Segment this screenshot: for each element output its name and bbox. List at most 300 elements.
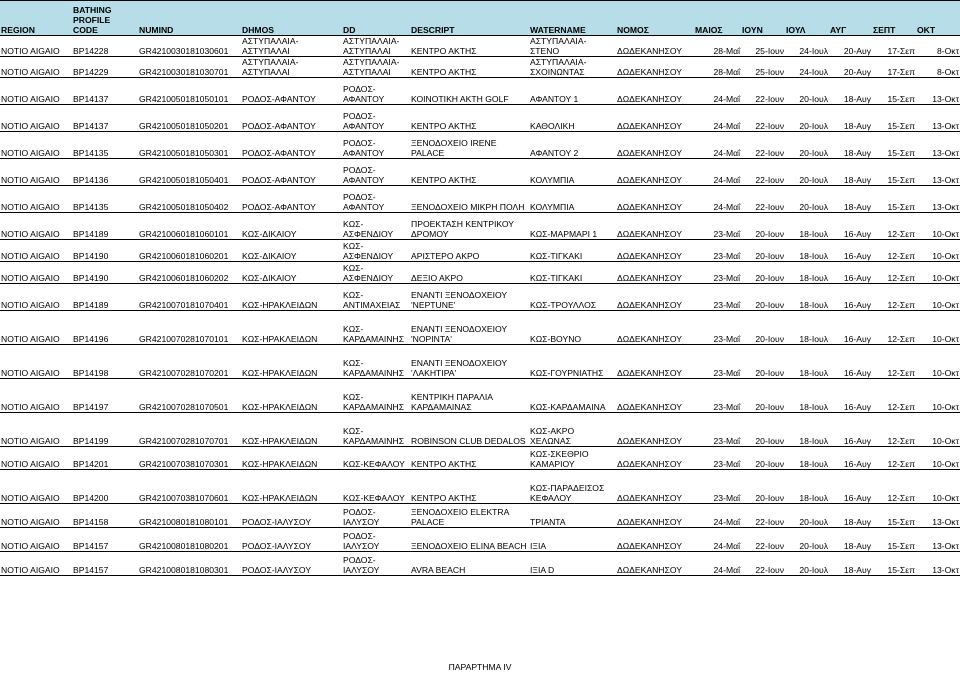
cell-aug: 18-Αυγ bbox=[829, 132, 872, 159]
cell-nomos: ΔΩΔΕΚΑΝΗΣΟΥ bbox=[616, 528, 694, 552]
cell-descript: AVRA BEACH bbox=[410, 552, 529, 576]
cell-watername: ΙΞΙΑ D bbox=[529, 552, 616, 576]
cell-profile-code: BP14196 bbox=[72, 311, 138, 345]
cell-descript: ΠΡΟΕΚΤΑΣΗ ΚΕΝΤΡΙΚΟΥ ΔΡΟΜΟΥ bbox=[410, 213, 529, 240]
cell-descript: ΑΡΙΣΤΕΡΟ ΑΚΡΟ bbox=[410, 240, 529, 262]
cell-numind: GR4210080181080301 bbox=[138, 552, 241, 576]
cell-jul: 20-Ιουλ bbox=[785, 186, 829, 213]
cell-dhmos: ΡΟΔΟΣ-ΑΦΑΝΤΟΥ bbox=[241, 132, 342, 159]
cell-region: NOTIO AIGAIO bbox=[0, 528, 72, 552]
table-row bbox=[0, 105, 960, 132]
cell-aug: 16-Αυγ bbox=[829, 345, 872, 379]
cell-region: NOTIO AIGAIO bbox=[0, 159, 72, 186]
cell-oct: 10-Οκτ bbox=[916, 311, 960, 345]
cell-watername: ΑΦΑΝΤΟΥ 2 bbox=[529, 132, 616, 159]
table-row bbox=[0, 379, 960, 413]
cell-region: NOTIO AIGAIO bbox=[0, 78, 72, 105]
table-row bbox=[0, 311, 960, 345]
cell-jul: 18-Ιουλ bbox=[785, 311, 829, 345]
cell-sep: 17-Σεπ bbox=[872, 57, 916, 78]
cell-may: 23-Μαΐ bbox=[694, 379, 741, 413]
cell-aug: 20-Αυγ bbox=[829, 36, 872, 57]
cell-dd: ΡΟΔΟΣ-ΑΦΑΝΤΟΥ bbox=[342, 105, 410, 132]
cell-aug: 16-Αυγ bbox=[829, 262, 872, 284]
table-row bbox=[0, 447, 960, 470]
cell-dd: ΑΣΤΥΠΑΛΑΙΑ-ΑΣΤΥΠΑΛΑΙ bbox=[342, 57, 410, 78]
cell-dd: ΚΩΣ-ΑΣΦΕΝΔΙΟΥ bbox=[342, 262, 410, 284]
cell-nomos: ΔΩΔΕΚΑΝΗΣΟΥ bbox=[616, 78, 694, 105]
table-row bbox=[0, 240, 960, 262]
cell-descript: ΞΕΝΟΔΟΧΕΙΟ ELINA BEACH bbox=[410, 528, 529, 552]
table-row bbox=[0, 36, 960, 57]
cell-nomos: ΔΩΔΕΚΑΝΗΣΟΥ bbox=[616, 262, 694, 284]
cell-oct: 10-Οκτ bbox=[916, 240, 960, 262]
cell-numind: GR4210060181060201 bbox=[138, 240, 241, 262]
col-header-jul: ΙΟΥΛ bbox=[785, 1, 829, 36]
cell-profile-code: BP14228 bbox=[72, 36, 138, 57]
cell-sep: 15-Σεπ bbox=[872, 132, 916, 159]
cell-may: 24-Μαΐ bbox=[694, 186, 741, 213]
cell-jun: 20-Ιουν bbox=[741, 262, 785, 284]
cell-profile-code: BP14137 bbox=[72, 105, 138, 132]
cell-oct: 13-Οκτ bbox=[916, 78, 960, 105]
cell-sep: 12-Σεπ bbox=[872, 379, 916, 413]
cell-sep: 12-Σεπ bbox=[872, 447, 916, 470]
cell-oct: 10-Οκτ bbox=[916, 345, 960, 379]
cell-jun: 20-Ιουν bbox=[741, 345, 785, 379]
cell-jul: 18-Ιουλ bbox=[785, 413, 829, 447]
cell-jun: 22-Ιουν bbox=[741, 159, 785, 186]
cell-oct: 13-Οκτ bbox=[916, 552, 960, 576]
cell-profile-code: BP14135 bbox=[72, 132, 138, 159]
cell-region: NOTIO AIGAIO bbox=[0, 240, 72, 262]
cell-descript: ΞΕΝΟΔΟΧΕΙΟ IRENE PALACE bbox=[410, 132, 529, 159]
cell-may: 23-Μαΐ bbox=[694, 447, 741, 470]
cell-nomos: ΔΩΔΕΚΑΝΗΣΟΥ bbox=[616, 447, 694, 470]
cell-watername: ΚΩΣ-ΜΑΡΜΑΡΙ 1 bbox=[529, 213, 616, 240]
col-header-dd: DD bbox=[342, 1, 410, 36]
cell-aug: 18-Αυγ bbox=[829, 186, 872, 213]
cell-nomos: ΔΩΔΕΚΑΝΗΣΟΥ bbox=[616, 57, 694, 78]
cell-dd: ΚΩΣ-ΚΕΦΑΛΟΥ bbox=[342, 470, 410, 504]
col-header-sep: ΣΕΠΤ bbox=[872, 1, 916, 36]
cell-nomos: ΔΩΔΕΚΑΝΗΣΟΥ bbox=[616, 413, 694, 447]
cell-numind: GR4210070281070501 bbox=[138, 379, 241, 413]
cell-jul: 20-Ιουλ bbox=[785, 132, 829, 159]
cell-region: NOTIO AIGAIO bbox=[0, 504, 72, 528]
cell-jul: 18-Ιουλ bbox=[785, 262, 829, 284]
cell-dd: ΚΩΣ-ΑΝΤΙΜΑΧΕΙΑΣ bbox=[342, 284, 410, 311]
cell-region: NOTIO AIGAIO bbox=[0, 213, 72, 240]
cell-descript: ΕΝΑΝΤΙ ΞΕΝΟΔΟΧΕΙΟΥ 'NEPTUNE' bbox=[410, 284, 529, 311]
col-header-oct: ΟΚΤ bbox=[916, 1, 960, 36]
cell-dhmos: ΡΟΔΟΣ-ΑΦΑΝΤΟΥ bbox=[241, 78, 342, 105]
table-body bbox=[0, 36, 960, 576]
cell-descript: ΚΕΝΤΡΟ ΑΚΤΗΣ bbox=[410, 159, 529, 186]
cell-watername: ΑΣΤΥΠΑΛΑΙΑ-ΣΤΕΝΟ bbox=[529, 36, 616, 57]
cell-descript: ΚΕΝΤΡΟ ΑΚΤΗΣ bbox=[410, 57, 529, 78]
table-row bbox=[0, 186, 960, 213]
cell-dhmos: ΚΩΣ-ΔΙΚΑΙΟΥ bbox=[241, 213, 342, 240]
cell-nomos: ΔΩΔΕΚΑΝΗΣΟΥ bbox=[616, 36, 694, 57]
cell-aug: 16-Αυγ bbox=[829, 379, 872, 413]
cell-profile-code: BP14137 bbox=[72, 78, 138, 105]
table-row bbox=[0, 552, 960, 576]
col-header-numind: NUMIND bbox=[138, 1, 241, 36]
col-header-aug: ΑΥΓ bbox=[829, 1, 872, 36]
table-row bbox=[0, 284, 960, 311]
cell-sep: 15-Σεπ bbox=[872, 105, 916, 132]
cell-profile-code: BP14200 bbox=[72, 470, 138, 504]
col-header-may: ΜΑΙΟΣ bbox=[694, 1, 741, 36]
cell-dd: ΡΟΔΟΣ-ΙΑΛΥΣΟΥ bbox=[342, 528, 410, 552]
cell-oct: 8-Οκτ bbox=[916, 57, 960, 78]
table-row bbox=[0, 413, 960, 447]
cell-nomos: ΔΩΔΕΚΑΝΗΣΟΥ bbox=[616, 213, 694, 240]
cell-sep: 12-Σεπ bbox=[872, 311, 916, 345]
cell-jul: 24-Ιουλ bbox=[785, 36, 829, 57]
table-row bbox=[0, 470, 960, 504]
cell-profile-code: BP14189 bbox=[72, 213, 138, 240]
cell-region: NOTIO AIGAIO bbox=[0, 552, 72, 576]
cell-oct: 10-Οκτ bbox=[916, 262, 960, 284]
cell-numind: GR4210050181050101 bbox=[138, 78, 241, 105]
cell-oct: 10-Οκτ bbox=[916, 213, 960, 240]
cell-numind: GR4210070381070601 bbox=[138, 470, 241, 504]
cell-jul: 18-Ιουλ bbox=[785, 240, 829, 262]
cell-jun: 22-Ιουν bbox=[741, 78, 785, 105]
cell-dd: ΡΟΔΟΣ-ΑΦΑΝΤΟΥ bbox=[342, 159, 410, 186]
cell-dd: ΡΟΔΟΣ-ΑΦΑΝΤΟΥ bbox=[342, 186, 410, 213]
cell-sep: 17-Σεπ bbox=[872, 36, 916, 57]
cell-region: NOTIO AIGAIO bbox=[0, 311, 72, 345]
cell-dd: ΚΩΣ-ΚΑΡΔΑΜΑΙΝΗΣ bbox=[342, 413, 410, 447]
cell-jul: 20-Ιουλ bbox=[785, 105, 829, 132]
cell-dhmos: ΡΟΔΟΣ-ΑΦΑΝΤΟΥ bbox=[241, 186, 342, 213]
cell-jun: 20-Ιουν bbox=[741, 284, 785, 311]
cell-profile-code: BP14189 bbox=[72, 284, 138, 311]
cell-jun: 20-Ιουν bbox=[741, 413, 785, 447]
cell-dd: ΚΩΣ-ΑΣΦΕΝΔΙΟΥ bbox=[342, 213, 410, 240]
cell-watername: ΑΣΤΥΠΑΛΑΙΑ-ΣΧΟΙΝΩΝΤΑΣ bbox=[529, 57, 616, 78]
cell-jul: 20-Ιουλ bbox=[785, 159, 829, 186]
cell-watername: ΚΩΣ-ΣΚΕΘΡΙΟ ΚΑΜΑΡΙΟΥ bbox=[529, 447, 616, 470]
cell-descript: ΕΝΑΝΤΙ ΞΕΝΟΔΟΧΕΙΟΥ 'ΛΑΚΗΤΙΡΑ' bbox=[410, 345, 529, 379]
cell-dhmos: ΚΩΣ-ΗΡΑΚΛΕΙΔΩΝ bbox=[241, 345, 342, 379]
cell-jul: 18-Ιουλ bbox=[785, 345, 829, 379]
cell-numind: GR4210070281070201 bbox=[138, 345, 241, 379]
table-row bbox=[0, 345, 960, 379]
cell-numind: GR4210070281070101 bbox=[138, 311, 241, 345]
cell-watername: ΚΩΣ-ΑΚΡΟ ΧΕΛΩΝΑΣ bbox=[529, 413, 616, 447]
cell-may: 28-Μαΐ bbox=[694, 36, 741, 57]
table-row bbox=[0, 504, 960, 528]
cell-may: 24-Μαΐ bbox=[694, 552, 741, 576]
cell-aug: 16-Αυγ bbox=[829, 284, 872, 311]
cell-may: 24-Μαΐ bbox=[694, 78, 741, 105]
cell-dhmos: ΚΩΣ-ΗΡΑΚΛΕΙΔΩΝ bbox=[241, 447, 342, 470]
cell-may: 23-Μαΐ bbox=[694, 311, 741, 345]
cell-sep: 12-Σεπ bbox=[872, 284, 916, 311]
cell-may: 24-Μαΐ bbox=[694, 504, 741, 528]
cell-nomos: ΔΩΔΕΚΑΝΗΣΟΥ bbox=[616, 311, 694, 345]
cell-numind: GR4210060181060101 bbox=[138, 213, 241, 240]
cell-descript: ROBINSON CLUB DEDALOS bbox=[410, 413, 529, 447]
cell-sep: 12-Σεπ bbox=[872, 240, 916, 262]
cell-sep: 12-Σεπ bbox=[872, 345, 916, 379]
cell-nomos: ΔΩΔΕΚΑΝΗΣΟΥ bbox=[616, 379, 694, 413]
cell-descript: ΔΕΞΙΟ ΑΚΡΟ bbox=[410, 262, 529, 284]
cell-dhmos: ΚΩΣ-ΗΡΑΚΛΕΙΔΩΝ bbox=[241, 311, 342, 345]
cell-oct: 13-Οκτ bbox=[916, 105, 960, 132]
cell-profile-code: BP14136 bbox=[72, 159, 138, 186]
cell-nomos: ΔΩΔΕΚΑΝΗΣΟΥ bbox=[616, 345, 694, 379]
cell-sep: 15-Σεπ bbox=[872, 528, 916, 552]
cell-descript: ΚΟΙΝΟΤΙΚΗ ΑΚΤΗ GOLF bbox=[410, 78, 529, 105]
cell-oct: 13-Οκτ bbox=[916, 159, 960, 186]
cell-may: 24-Μαΐ bbox=[694, 132, 741, 159]
col-header-nomos: ΝΟΜΟΣ bbox=[616, 1, 694, 36]
cell-dhmos: ΡΟΔΟΣ-ΙΑΛΥΣΟΥ bbox=[241, 528, 342, 552]
cell-dhmos: ΚΩΣ-ΗΡΑΚΛΕΙΔΩΝ bbox=[241, 379, 342, 413]
cell-dhmos: ΚΩΣ-ΔΙΚΑΙΟΥ bbox=[241, 262, 342, 284]
annex-footer: ΠΑΡΑΡΤΗΜΑ IV bbox=[448, 662, 512, 672]
cell-jun: 22-Ιουν bbox=[741, 105, 785, 132]
cell-jul: 18-Ιουλ bbox=[785, 213, 829, 240]
cell-region: NOTIO AIGAIO bbox=[0, 36, 72, 57]
cell-sep: 15-Σεπ bbox=[872, 504, 916, 528]
cell-oct: 10-Οκτ bbox=[916, 470, 960, 504]
cell-region: NOTIO AIGAIO bbox=[0, 284, 72, 311]
cell-dd: ΡΟΔΟΣ-ΙΑΛΥΣΟΥ bbox=[342, 504, 410, 528]
cell-may: 23-Μαΐ bbox=[694, 413, 741, 447]
cell-oct: 13-Οκτ bbox=[916, 132, 960, 159]
cell-watername: ΚΩΣ-ΤΙΓΚΑΚΙ bbox=[529, 262, 616, 284]
col-header-dhmos: DHMOS bbox=[241, 1, 342, 36]
cell-dhmos: ΑΣΤΥΠΑΛΑΙΑ-ΑΣΤΥΠΑΛΑΙ bbox=[241, 36, 342, 57]
cell-numind: GR4210050181050201 bbox=[138, 105, 241, 132]
cell-jul: 20-Ιουλ bbox=[785, 528, 829, 552]
cell-jun: 20-Ιουν bbox=[741, 379, 785, 413]
cell-numind: GR4210070381070301 bbox=[138, 447, 241, 470]
cell-aug: 18-Αυγ bbox=[829, 78, 872, 105]
cell-dd: ΚΩΣ-ΚΑΡΔΑΜΑΙΝΗΣ bbox=[342, 311, 410, 345]
cell-nomos: ΔΩΔΕΚΑΝΗΣΟΥ bbox=[616, 504, 694, 528]
cell-nomos: ΔΩΔΕΚΑΝΗΣΟΥ bbox=[616, 132, 694, 159]
cell-aug: 16-Αυγ bbox=[829, 470, 872, 504]
cell-nomos: ΔΩΔΕΚΑΝΗΣΟΥ bbox=[616, 186, 694, 213]
cell-region: NOTIO AIGAIO bbox=[0, 132, 72, 159]
header-row bbox=[0, 1, 960, 36]
cell-profile-code: BP14198 bbox=[72, 345, 138, 379]
cell-jul: 24-Ιουλ bbox=[785, 57, 829, 78]
cell-dhmos: ΡΟΔΟΣ-ΑΦΑΝΤΟΥ bbox=[241, 105, 342, 132]
cell-watername: ΚΩΣ-ΤΙΓΚΑΚΙ bbox=[529, 240, 616, 262]
cell-profile-code: BP14229 bbox=[72, 57, 138, 78]
cell-descript: ΚΕΝΤΡΟ ΑΚΤΗΣ bbox=[410, 447, 529, 470]
cell-jul: 20-Ιουλ bbox=[785, 504, 829, 528]
col-header-jun: ΙΟΥΝ bbox=[741, 1, 785, 36]
cell-dd: ΡΟΔΟΣ-ΑΦΑΝΤΟΥ bbox=[342, 78, 410, 105]
cell-may: 23-Μαΐ bbox=[694, 262, 741, 284]
cell-aug: 18-Αυγ bbox=[829, 528, 872, 552]
cell-descript: ΚΕΝΤΡΟ ΑΚΤΗΣ bbox=[410, 105, 529, 132]
cell-numind: GR4210030181030601 bbox=[138, 36, 241, 57]
table-row bbox=[0, 213, 960, 240]
cell-jul: 18-Ιουλ bbox=[785, 379, 829, 413]
cell-may: 28-Μαΐ bbox=[694, 57, 741, 78]
cell-jul: 20-Ιουλ bbox=[785, 78, 829, 105]
cell-region: NOTIO AIGAIO bbox=[0, 470, 72, 504]
table-row bbox=[0, 57, 960, 78]
cell-dhmos: ΚΩΣ-ΔΙΚΑΙΟΥ bbox=[241, 240, 342, 262]
cell-dd: ΡΟΔΟΣ-ΑΦΑΝΤΟΥ bbox=[342, 132, 410, 159]
cell-sep: 15-Σεπ bbox=[872, 159, 916, 186]
cell-profile-code: BP14190 bbox=[72, 262, 138, 284]
cell-watername: ΚΩΣ-ΒΟΥΝΟ bbox=[529, 311, 616, 345]
cell-oct: 10-Οκτ bbox=[916, 447, 960, 470]
cell-dhmos: ΚΩΣ-ΗΡΑΚΛΕΙΔΩΝ bbox=[241, 284, 342, 311]
table-row bbox=[0, 262, 960, 284]
cell-sep: 15-Σεπ bbox=[872, 78, 916, 105]
cell-sep: 12-Σεπ bbox=[872, 470, 916, 504]
cell-aug: 16-Αυγ bbox=[829, 240, 872, 262]
cell-may: 24-Μαΐ bbox=[694, 159, 741, 186]
cell-oct: 10-Οκτ bbox=[916, 284, 960, 311]
cell-numind: GR4210070181070401 bbox=[138, 284, 241, 311]
cell-nomos: ΔΩΔΕΚΑΝΗΣΟΥ bbox=[616, 552, 694, 576]
cell-descript: ΚΕΝΤΡΙΚΗ ΠΑΡΑΛΙΑ ΚΑΡΔΑΜΑΙΝΑΣ bbox=[410, 379, 529, 413]
cell-may: 24-Μαΐ bbox=[694, 528, 741, 552]
table-row bbox=[0, 159, 960, 186]
cell-watername: ΑΦΑΝΤΟΥ 1 bbox=[529, 78, 616, 105]
cell-watername: ΚΩΣ-ΚΑΡΔΑΜΑΙΝΑ bbox=[529, 379, 616, 413]
cell-dd: ΚΩΣ-ΑΣΦΕΝΔΙΟΥ bbox=[342, 240, 410, 262]
col-header-watername: WATERNAME bbox=[529, 1, 616, 36]
col-header-region: REGION bbox=[0, 1, 72, 36]
cell-descript: ΚΕΝΤΡΟ ΑΚΤΗΣ bbox=[410, 36, 529, 57]
cell-descript: ΞΕΝΟΔΟΧΕΙΟ ΜΙΚΡΗ ΠΟΛΗ bbox=[410, 186, 529, 213]
cell-sep: 15-Σεπ bbox=[872, 186, 916, 213]
cell-region: NOTIO AIGAIO bbox=[0, 447, 72, 470]
cell-region: NOTIO AIGAIO bbox=[0, 186, 72, 213]
cell-profile-code: BP14201 bbox=[72, 447, 138, 470]
cell-numind: GR4210060181060202 bbox=[138, 262, 241, 284]
cell-oct: 10-Οκτ bbox=[916, 413, 960, 447]
cell-dd: ΚΩΣ-ΚΕΦΑΛΟΥ bbox=[342, 447, 410, 470]
cell-profile-code: BP14157 bbox=[72, 528, 138, 552]
cell-jun: 22-Ιουν bbox=[741, 132, 785, 159]
cell-profile-code: BP14157 bbox=[72, 552, 138, 576]
cell-may: 23-Μαΐ bbox=[694, 470, 741, 504]
cell-nomos: ΔΩΔΕΚΑΝΗΣΟΥ bbox=[616, 240, 694, 262]
cell-aug: 18-Αυγ bbox=[829, 105, 872, 132]
cell-descript: ΕΝΑΝΤΙ ΞΕΝΟΔΟΧΕΙΟΥ 'NOPINTA' bbox=[410, 311, 529, 345]
cell-watername: ΚΑΘΟΛΙΚΗ bbox=[529, 105, 616, 132]
cell-aug: 18-Αυγ bbox=[829, 504, 872, 528]
cell-numind: GR4210030181030701 bbox=[138, 57, 241, 78]
cell-numind: GR4210050181050401 bbox=[138, 159, 241, 186]
cell-dhmos: ΑΣΤΥΠΑΛΑΙΑ-ΑΣΤΥΠΑΛΑΙ bbox=[241, 57, 342, 78]
col-header-descript: DESCRIPT bbox=[410, 1, 529, 36]
cell-dhmos: ΡΟΔΟΣ-ΙΑΛΥΣΟΥ bbox=[241, 552, 342, 576]
cell-dhmos: ΚΩΣ-ΗΡΑΚΛΕΙΔΩΝ bbox=[241, 413, 342, 447]
col-header-profile-code: BATHING PROFILE CODE bbox=[72, 1, 138, 36]
cell-jun: 20-Ιουν bbox=[741, 470, 785, 504]
cell-jun: 20-Ιουν bbox=[741, 311, 785, 345]
cell-profile-code: BP14197 bbox=[72, 379, 138, 413]
cell-region: NOTIO AIGAIO bbox=[0, 345, 72, 379]
cell-jun: 20-Ιουν bbox=[741, 447, 785, 470]
cell-oct: 13-Οκτ bbox=[916, 528, 960, 552]
cell-aug: 16-Αυγ bbox=[829, 311, 872, 345]
cell-dd: ΡΟΔΟΣ-ΙΑΛΥΣΟΥ bbox=[342, 552, 410, 576]
cell-watername: ΚΩΣ-ΠΑΡΑΔΕΙΣΟΣ ΚΕΦΑΛΟΥ bbox=[529, 470, 616, 504]
cell-aug: 16-Αυγ bbox=[829, 413, 872, 447]
cell-nomos: ΔΩΔΕΚΑΝΗΣΟΥ bbox=[616, 105, 694, 132]
cell-may: 23-Μαΐ bbox=[694, 345, 741, 379]
cell-oct: 8-Οκτ bbox=[916, 36, 960, 57]
cell-aug: 20-Αυγ bbox=[829, 57, 872, 78]
cell-dhmos: ΡΟΔΟΣ-ΙΑΛΥΣΟΥ bbox=[241, 504, 342, 528]
cell-profile-code: BP14190 bbox=[72, 240, 138, 262]
cell-jun: 25-Ιουν bbox=[741, 57, 785, 78]
cell-dhmos: ΡΟΔΟΣ-ΑΦΑΝΤΟΥ bbox=[241, 159, 342, 186]
cell-numind: GR4210070281070701 bbox=[138, 413, 241, 447]
cell-numind: GR4210080181080201 bbox=[138, 528, 241, 552]
cell-jun: 22-Ιουν bbox=[741, 528, 785, 552]
table-row bbox=[0, 132, 960, 159]
cell-watername: ΚΟΛΥΜΠΙΑ bbox=[529, 186, 616, 213]
cell-jul: 18-Ιουλ bbox=[785, 470, 829, 504]
cell-nomos: ΔΩΔΕΚΑΝΗΣΟΥ bbox=[616, 159, 694, 186]
cell-profile-code: BP14199 bbox=[72, 413, 138, 447]
cell-region: NOTIO AIGAIO bbox=[0, 57, 72, 78]
cell-may: 23-Μαΐ bbox=[694, 284, 741, 311]
cell-may: 23-Μαΐ bbox=[694, 213, 741, 240]
cell-dhmos: ΚΩΣ-ΗΡΑΚΛΕΙΔΩΝ bbox=[241, 470, 342, 504]
cell-sep: 12-Σεπ bbox=[872, 262, 916, 284]
cell-region: NOTIO AIGAIO bbox=[0, 262, 72, 284]
cell-profile-code: BP14135 bbox=[72, 186, 138, 213]
cell-watername: ΤΡΙΑΝΤΑ bbox=[529, 504, 616, 528]
cell-profile-code: BP14158 bbox=[72, 504, 138, 528]
cell-jul: 20-Ιουλ bbox=[785, 552, 829, 576]
cell-sep: 12-Σεπ bbox=[872, 213, 916, 240]
cell-region: NOTIO AIGAIO bbox=[0, 379, 72, 413]
cell-descript: ΚΕΝΤΡΟ ΑΚΤΗΣ bbox=[410, 470, 529, 504]
cell-watername: ΚΟΛΥΜΠΙΑ bbox=[529, 159, 616, 186]
cell-jun: 25-Ιουν bbox=[741, 36, 785, 57]
cell-aug: 16-Αυγ bbox=[829, 447, 872, 470]
cell-may: 23-Μαΐ bbox=[694, 240, 741, 262]
cell-oct: 13-Οκτ bbox=[916, 186, 960, 213]
cell-dd: ΚΩΣ-ΚΑΡΔΑΜΑΙΝΗΣ bbox=[342, 345, 410, 379]
cell-dd: ΑΣΤΥΠΑΛΑΙΑ-ΑΣΤΥΠΑΛΑΙ bbox=[342, 36, 410, 57]
cell-region: NOTIO AIGAIO bbox=[0, 105, 72, 132]
table-row bbox=[0, 528, 960, 552]
cell-jul: 18-Ιουλ bbox=[785, 284, 829, 311]
cell-oct: 13-Οκτ bbox=[916, 504, 960, 528]
cell-region: NOTIO AIGAIO bbox=[0, 413, 72, 447]
cell-watername: ΚΩΣ-ΤΡΟΥΛΛΟΣ bbox=[529, 284, 616, 311]
cell-sep: 12-Σεπ bbox=[872, 413, 916, 447]
cell-jun: 22-Ιουν bbox=[741, 504, 785, 528]
cell-jun: 22-Ιουν bbox=[741, 552, 785, 576]
cell-descript: ΞΕΝΟΔΟΧΕΙΟ ELEKTRA PALACE bbox=[410, 504, 529, 528]
cell-dd: ΚΩΣ-ΚΑΡΔΑΜΑΙΝΗΣ bbox=[342, 379, 410, 413]
cell-aug: 18-Αυγ bbox=[829, 159, 872, 186]
